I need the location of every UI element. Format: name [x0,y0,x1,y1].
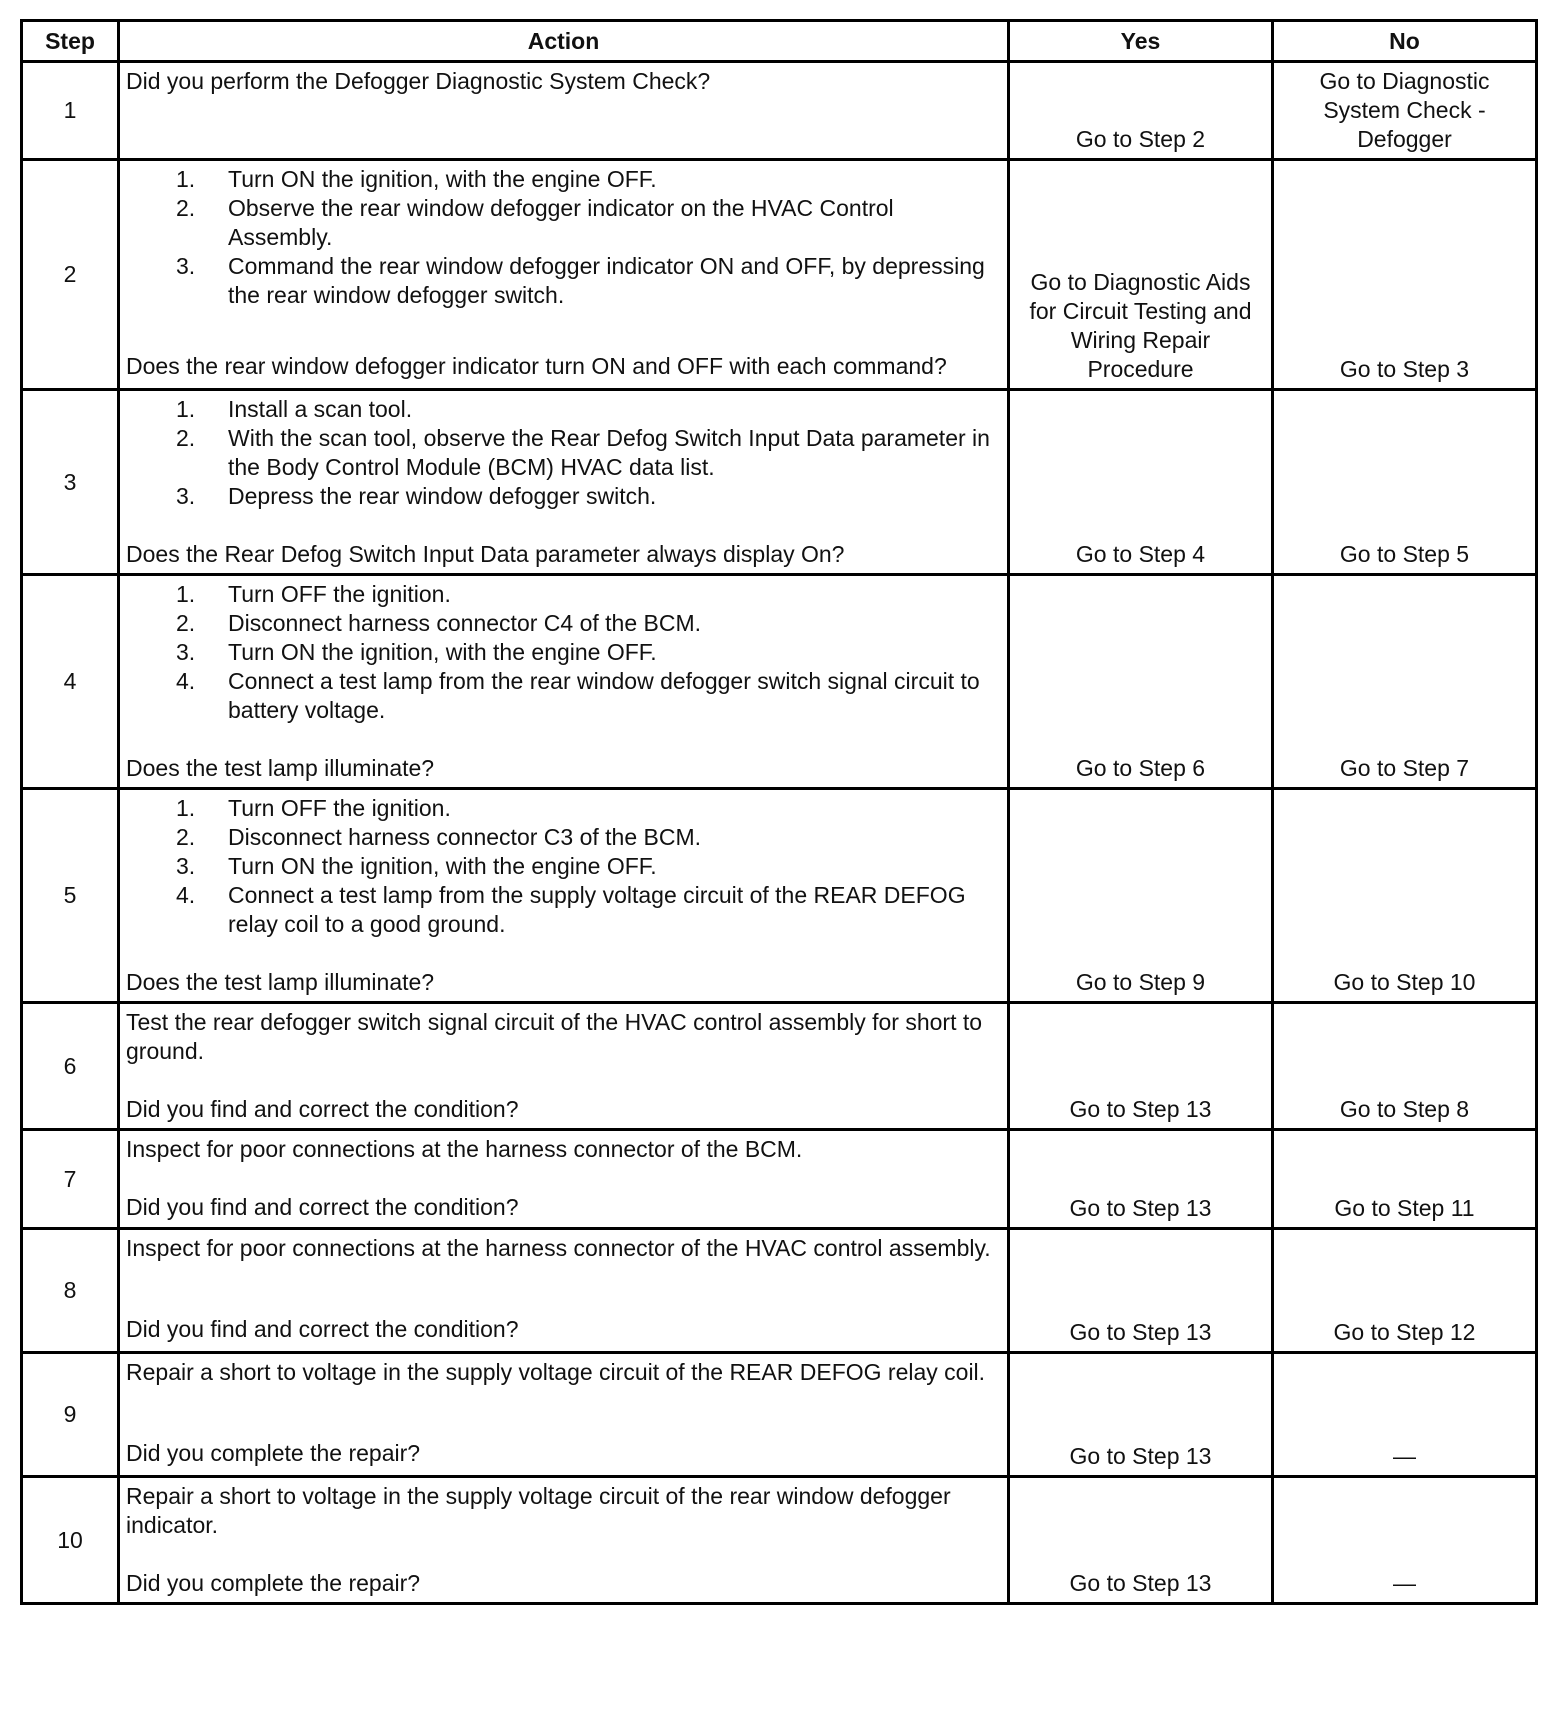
list-item-number: 1. [176,581,196,607]
table-row [22,390,1537,575]
table-row [22,62,1537,160]
action-content [126,1482,1001,1598]
spacer [126,310,1001,352]
list-item-text: Turn ON the ignition, with the engine OFF. [228,639,657,665]
action-content [126,1008,1001,1124]
spacer [126,1540,1001,1569]
list-item [126,823,1001,852]
yes-result: Go to Step 9 [1009,789,1273,1003]
spacer [126,1387,1001,1439]
action-content [126,1234,1001,1344]
action-question: Does the test lamp illuminate? [126,969,435,995]
diagnostic-table [20,19,1538,1605]
action-steps-list [126,794,1001,939]
action-question: Did you find and correct the condition? [126,1096,519,1122]
action-content [126,395,1001,569]
action-instruction: Test the rear defogger switch signal circuit of the HVAC control assembly for short to ground. [126,1009,983,1064]
table-row [22,1477,1537,1604]
list-item-text: Connect a test lamp from the rear window defogger switch signal circuit to battery voltage. [228,668,980,723]
list-item [126,794,1001,823]
list-item [126,609,1001,638]
table-row [22,1003,1537,1130]
table-row [22,1130,1537,1229]
action-question: Did you complete the repair? [126,1570,421,1596]
list-item [126,252,1001,310]
action-content [126,1358,1001,1468]
spacer [126,1066,1001,1095]
action-instruction: Inspect for poor connections at the harness connector of the HVAC control assembly. [126,1235,991,1261]
step-number: 9 [22,1353,119,1477]
table-row [22,160,1537,390]
list-item-number: 2. [176,195,196,221]
action-steps-list [126,395,1001,511]
list-item-text: Disconnect harness connector C3 of the BCM. [228,824,702,850]
action-cell [119,1130,1009,1229]
step-number: 2 [22,160,119,390]
list-item [126,395,1001,424]
step-number: 6 [22,1003,119,1130]
no-result: Go to Step 3 [1273,160,1537,390]
list-item-text: Disconnect harness connector C4 of the BCM. [228,610,702,636]
yes-result: Go to Step 13 [1009,1130,1273,1229]
step-number: 3 [22,390,119,575]
action-cell [119,1229,1009,1353]
header-no: No [1273,21,1537,62]
action-steps-list [126,580,1001,725]
list-item [126,482,1001,511]
no-result: Go to Diagnostic System Check - Defogger [1273,62,1537,160]
no-result: Go to Step 12 [1273,1229,1537,1353]
list-item-text: Turn OFF the ignition. [228,581,451,607]
list-item-text: Turn ON the ignition, with the engine OFF. [228,853,657,879]
action-content [126,67,1001,151]
spacer [126,1164,1001,1193]
no-result: — [1273,1353,1537,1477]
list-item-number: 1. [176,396,196,422]
spacer [126,511,1001,540]
action-cell [119,390,1009,575]
list-item-number: 3. [176,253,196,279]
table-row [22,789,1537,1003]
step-number: 7 [22,1130,119,1229]
list-item-text: Depress the rear window defogger switch. [228,483,657,509]
action-instruction: Inspect for poor connections at the harness connector of the BCM. [126,1136,803,1162]
list-item [126,424,1001,482]
yes-result: Go to Step 6 [1009,575,1273,789]
action-cell [119,789,1009,1003]
yes-result: Go to Step 13 [1009,1477,1273,1604]
no-result: Go to Step 11 [1273,1130,1537,1229]
header-row [22,21,1537,62]
action-cell [119,160,1009,390]
action-instruction: Did you perform the Defogger Diagnostic System Check? [126,68,711,94]
list-item [126,580,1001,609]
action-question: Did you find and correct the condition? [126,1316,519,1342]
list-item [126,638,1001,667]
list-item-text: Turn OFF the ignition. [228,795,451,821]
no-result: Go to Step 5 [1273,390,1537,575]
action-question: Does the Rear Defog Switch Input Data parameter always display On? [126,541,845,567]
step-number: 8 [22,1229,119,1353]
action-instruction: Repair a short to voltage in the supply voltage circuit of the rear window defogger indicator. [126,1483,951,1538]
list-item [126,165,1001,194]
action-cell [119,62,1009,160]
list-item-text: Command the rear window defogger indicator ON and OFF, by depressing the rear window defogger switch. [228,253,985,308]
yes-result: Go to Step 4 [1009,390,1273,575]
step-number: 5 [22,789,119,1003]
list-item-number: 1. [176,795,196,821]
list-item [126,194,1001,252]
spacer [126,1263,1001,1315]
spacer [126,939,1001,968]
action-cell [119,575,1009,789]
list-item-text: Turn ON the ignition, with the engine OFF. [228,166,657,192]
list-item-text: With the scan tool, observe the Rear Defog Switch Input Data parameter in the Body Control Module (BCM) HVAC data list. [228,425,990,480]
step-number: 4 [22,575,119,789]
list-item-number: 4. [176,668,196,694]
spacer [126,725,1001,754]
header-action: Action [119,21,1009,62]
list-item-number: 3. [176,639,196,665]
list-item-text: Connect a test lamp from the supply voltage circuit of the REAR DEFOG relay coil to a good ground. [228,882,966,937]
action-content [126,794,1001,997]
no-result: — [1273,1477,1537,1604]
table-row [22,1353,1537,1477]
yes-result: Go to Diagnostic Aids for Circuit Testing and Wiring Repair Procedure [1009,160,1273,390]
list-item [126,667,1001,725]
list-item-number: 3. [176,483,196,509]
action-content [126,580,1001,783]
action-content [126,165,1001,381]
action-content [126,1135,1001,1222]
table-row [22,575,1537,789]
action-cell [119,1353,1009,1477]
yes-result: Go to Step 13 [1009,1229,1273,1353]
action-cell [119,1477,1009,1604]
no-result: Go to Step 8 [1273,1003,1537,1130]
table-row [22,1229,1537,1353]
list-item-number: 3. [176,853,196,879]
step-number: 10 [22,1477,119,1604]
action-question: Does the test lamp illuminate? [126,755,435,781]
action-instruction: Repair a short to voltage in the supply voltage circuit of the REAR DEFOG relay coil. [126,1359,986,1385]
yes-result: Go to Step 2 [1009,62,1273,160]
list-item-text: Install a scan tool. [228,396,413,422]
action-question: Did you complete the repair? [126,1440,421,1466]
no-result: Go to Step 7 [1273,575,1537,789]
list-item-number: 4. [176,882,196,908]
list-item-text: Observe the rear window defogger indicator on the HVAC Control Assembly. [228,195,894,250]
step-number: 1 [22,62,119,160]
header-step: Step [22,21,119,62]
action-question: Did you find and correct the condition? [126,1194,519,1220]
action-cell [119,1003,1009,1130]
no-result: Go to Step 10 [1273,789,1537,1003]
yes-result: Go to Step 13 [1009,1353,1273,1477]
list-item-number: 2. [176,824,196,850]
list-item-number: 1. [176,166,196,192]
action-steps-list [126,165,1001,310]
list-item-number: 2. [176,425,196,451]
header-yes: Yes [1009,21,1273,62]
list-item [126,852,1001,881]
action-question: Does the rear window defogger indicator turn ON and OFF with each command? [126,353,947,379]
diagnostic-table-container [20,19,1535,1605]
list-item [126,881,1001,939]
table-body [22,62,1537,1604]
list-item-number: 2. [176,610,196,636]
yes-result: Go to Step 13 [1009,1003,1273,1130]
